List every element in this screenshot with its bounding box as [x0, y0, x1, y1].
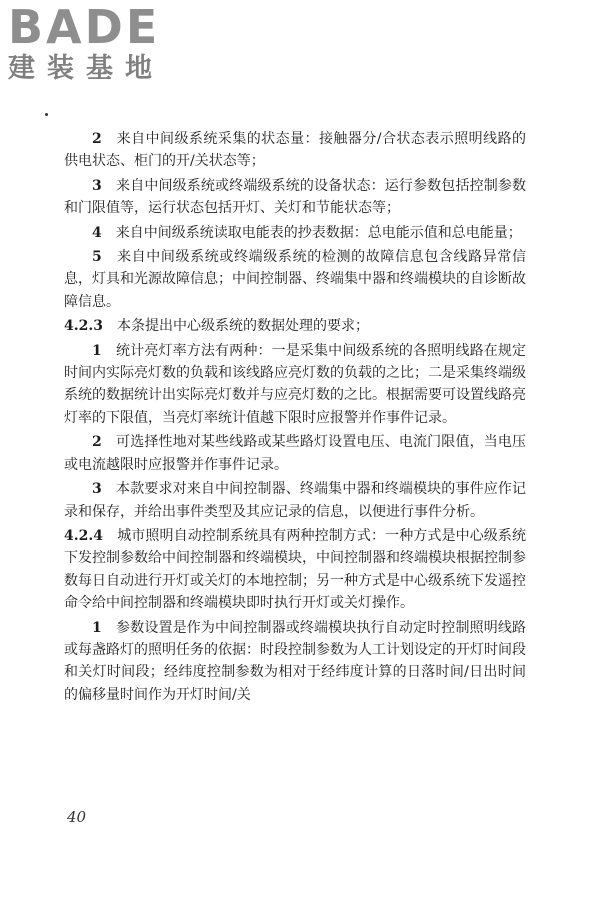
- page-number: 40: [67, 808, 87, 826]
- paragraph-item-3: [64, 478, 526, 523]
- paragraph-text: 统计亮灯率方法有两种：一是采集中间级系统的各照明线路在规定时间内实际亮灯数的负载和该线路应亮灯数的负载的之比；二是采集终端级系统的数据统计出实际亮灯数并与应亮灯数的之比。根据需要可设置线路亮灯率的下限值，当亮灯率统计值越下限时应报警并作事件记录。: [64, 342, 527, 426]
- paragraph-number: 2: [92, 131, 102, 147]
- scan-dot: [45, 113, 48, 116]
- paragraph-text: 参数设置是作为中间控制器或终端模块执行自动定时控制照明线路或每盏路灯的照明任务的依据：时段控制参数为人工计划设定的开灯时间段和关灯时间段；经纬度控制参数为相对于经纬度计算的日落时间/日出时间的偏移量时间作为开灯时间/关: [64, 619, 527, 703]
- paragraph-number: 3: [92, 481, 102, 498]
- paragraph-number: 2: [92, 434, 102, 451]
- paragraph-item-2: [64, 431, 526, 476]
- paragraph-text: 来自中间级系统采集的状态量：接触器分/合状态表示照明线路的供电状态、柜门的开/关状态等；: [64, 131, 527, 170]
- paragraph-number: 3: [92, 177, 102, 194]
- paragraph-item-5: [64, 246, 526, 313]
- paragraph-item-1: [64, 617, 526, 707]
- paragraph-item-1: [64, 340, 526, 430]
- paragraph-item-4: [64, 222, 526, 244]
- clause-text: 本条提出中心级系统的数据处理的要求；: [116, 318, 369, 335]
- paragraph-number: 4: [92, 224, 102, 241]
- clause-number: 4.2.4: [64, 527, 103, 544]
- paragraph-number: 5: [92, 249, 102, 266]
- logo-subtitle: 建装基地: [8, 53, 164, 84]
- clause-4-2-3: [64, 315, 526, 337]
- paragraph-number: 1: [92, 342, 102, 359]
- paragraph-text: 来自中间级系统读取电能表的抄表数据：总电能示值和总电能量；: [115, 224, 522, 241]
- clause-text: 城市照明自动控制系统具有两种控制方式：一种方式是中心级系统下发控制参数给中间控制器和终端模块，中间控制器和终端模块根据控制参数每日自动进行开灯或关灯的本地控制；另一种方式是中心级系统下发遥控命令给中间控制器和终端模块即时执行开灯或关灯操作。: [64, 527, 527, 612]
- paragraph-item-3: [64, 175, 526, 220]
- paragraph-text: 来自中间级系统或终端级系统的检测的故障信息包含线路异常信息，灯具和光源故障信息；中间控制器、终端集中器和终端模块的自诊断故障信息。: [64, 249, 527, 310]
- paragraph-item-2: [64, 128, 526, 173]
- clause-number: 4.2.3: [64, 318, 103, 335]
- paragraph-text: 来自中间级系统或终端级系统的设备状态：运行参数包括控制参数和门限值等，运行状态包括开灯、关灯和节能状态等；: [64, 177, 527, 217]
- paragraph-number: 1: [92, 619, 102, 636]
- bade-logo: [8, 2, 178, 84]
- logo-wordmark: BADE: [8, 0, 161, 54]
- body-text: [64, 128, 526, 708]
- paragraph-text: 可选择性地对某些线路或某些路灯设置电压、电流门限值，当电压或电流越限时应报警并作事件记录。: [64, 434, 527, 473]
- clause-4-2-4: [64, 525, 526, 615]
- paragraph-text: 本款要求对来自中间控制器、终端集中器和终端模块的事件应作记录和保存，并给出事件类型及其应记录的信息，以便进行事件分析。: [64, 481, 527, 520]
